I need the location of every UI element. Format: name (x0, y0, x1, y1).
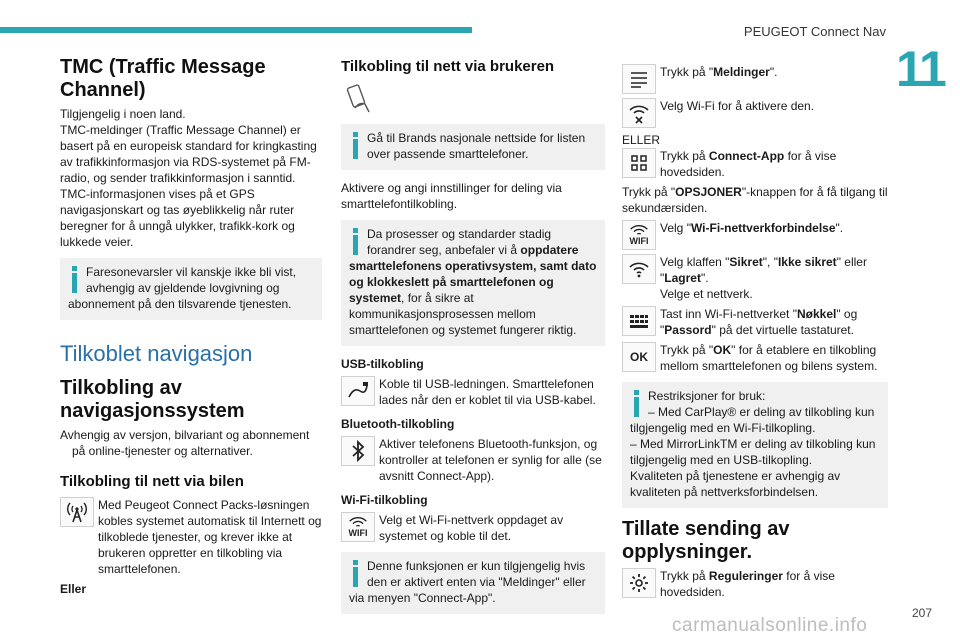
restrictions-quality: Kvaliteten på tjenestene er avhengig av kvaliteten på nettverksforbindelsen. (630, 469, 841, 499)
step-ok-row (622, 342, 888, 374)
restrictions-head: Restriksjoner for bruk: (648, 389, 766, 403)
header-accent-bar (0, 27, 472, 33)
send-info-heading: Tillate sending av opplysninger. (622, 518, 790, 563)
step6-d: Ikke sikret (777, 255, 837, 269)
wifi-signal-icon (622, 254, 656, 284)
bluetooth-heading: Bluetooth-tilkobling (341, 417, 455, 431)
step9-a: Trykk på " (660, 343, 714, 357)
user-note-update-tail: , for å sikre at kommunikasjonsprosessen mellom smarttelefonen og systemet fungerer riktig. (349, 291, 577, 337)
column-middle (341, 56, 605, 624)
wifi-row (341, 512, 605, 544)
car-connect-text: Med Peugeot Connect Packs-løsningen kobles systemet automatisk til Internett og tilkoblede tjenester, og krever ikke at brukeren oppretter en tilkobling via smarttelefonen. (98, 498, 322, 576)
step1-c: ". (769, 65, 778, 79)
user-note-function (341, 552, 605, 614)
step6-f: Lagret (664, 271, 701, 285)
step-tab-row (622, 254, 888, 302)
bluetooth-icon (341, 436, 375, 466)
step8-c: " og " (660, 307, 858, 337)
connect-app-grid-icon (622, 148, 656, 178)
connect-text: Avhengig av versjon, bilvariant og abonnement på online-tjenester og alternativer. (60, 428, 310, 458)
info-icon (68, 264, 82, 294)
tmc-note-text: Faresonevarsler vil kanskje ikke bli vist, avhengig av gjeldende lovgivning og abonnement på den tilsvarende tjenesten. (68, 265, 297, 311)
step9-b: OK (713, 343, 732, 357)
usb-heading: USB-tilkobling (341, 357, 424, 371)
step5-c: ". (835, 221, 844, 235)
user-note-phones-text: Gå til Brands nasjonale nettside for listen over passende smarttelefoner. (367, 131, 586, 161)
tmc-availability: Tilgjengelig i noen land. (60, 107, 186, 121)
step6-a: Velg klaffen " (660, 255, 730, 269)
step5-b: Wi-Fi-nettverkforbindelse (690, 221, 836, 235)
send-c: for å vise hovedsiden. (660, 569, 835, 599)
section-heading: Tilkoblet navigasjon (60, 341, 253, 366)
restrictions-carplay: – Med CarPlay® er deling av tilkobling kun tilgjengelig med en Wi-Fi-tilkopling. (630, 405, 875, 435)
user-note-phones (341, 124, 605, 170)
usb-text: Koble til USB-ledningen. Smarttelefonen lades når den er koblet til via USB-kabel. (379, 377, 596, 407)
step-settings-text (660, 568, 888, 600)
connect-heading: Tilkobling av navigasjonssystem (60, 377, 245, 422)
step6-b: Sikret (729, 255, 763, 269)
step-connect-app-row (622, 148, 888, 180)
bluetooth-row (341, 436, 605, 484)
wifi-icon-label: WIFI (348, 528, 368, 538)
step8-b: Nøkkel (796, 307, 837, 321)
antenna-icon (60, 497, 94, 527)
messages-menu-icon (622, 64, 656, 94)
user-note-update (341, 220, 605, 346)
column-right (622, 60, 888, 604)
page-number: 207 (912, 606, 933, 620)
ok-button-icon: OK (622, 342, 656, 372)
wifi-heading: Wi-Fi-tilkobling (341, 493, 428, 507)
keyboard-icon (622, 306, 656, 336)
restrictions-mirrorlink: – Med MirrorLinkTM er deling av tilkobling kun tilgjengelig med en USB-tilkopling. (630, 437, 876, 467)
step1-a: Trykk på " (660, 65, 714, 79)
step-wifi-activate-text: Velg Wi-Fi for å aktivere den. (660, 99, 815, 113)
step6-g: ". (700, 271, 709, 285)
info-icon (630, 388, 644, 418)
info-icon (349, 226, 363, 256)
car-connect-or: Eller (60, 582, 87, 596)
step-messages-text (660, 64, 777, 80)
step8-e: " på det virtuelle tastaturet. (711, 323, 854, 337)
step4-b: OPSJONER (675, 185, 742, 199)
tmc-heading: TMC (Traffic Message Channel) (60, 56, 266, 101)
usb-cable-icon (341, 376, 375, 406)
restrictions-note (622, 382, 888, 508)
car-connect-row (60, 497, 322, 577)
step-messages-row (622, 64, 888, 94)
usb-row (341, 376, 605, 408)
step3-a: Trykk på (660, 149, 709, 163)
step8-a: Tast inn Wi-Fi-nettverket " (660, 307, 797, 321)
info-icon (349, 558, 363, 588)
send-a: Trykk på (660, 569, 709, 583)
wifi-text: Velg et Wi-Fi-nettverk oppdaget av systemet og koble til det. (379, 513, 564, 543)
step5-a: Velg " (660, 221, 691, 235)
step3-b: Connect-App (708, 149, 785, 163)
send-b: Reguleringer (708, 569, 783, 583)
step-tab-text (660, 254, 888, 302)
gear-icon (622, 568, 656, 598)
eller-text: ELLER (622, 133, 661, 147)
step-keyboard-text (660, 306, 888, 338)
step1-b: Meldinger (713, 65, 770, 79)
step-keyboard-row (622, 306, 888, 338)
step3-c: for å vise hovedsiden. (660, 149, 837, 179)
car-connect-heading: Tilkobling til nett via bilen (60, 473, 244, 490)
step6-c: ", " (762, 255, 778, 269)
user-connect-heading: Tilkobling til nett via brukeren (341, 58, 555, 75)
chapter-number: 11 (896, 41, 945, 97)
smartphone-hand-icon (341, 82, 375, 116)
wifi-icon (341, 512, 375, 542)
wifi-icon (622, 220, 656, 250)
bluetooth-text: Aktiver telefonens Bluetooth-funksjon, og kontroller at telefonen er synlig for alle (se avsnitt Connect-App). (379, 437, 602, 483)
step-connect-app-text (660, 148, 888, 180)
step6-e: " eller " (660, 255, 867, 285)
tmc-description: TMC-meldinger (Traffic Message Channel) er basert på en europeisk standard for kringkasting av trafikkinformasjon via RDS-systemet på FM-radio, og sender trafikkinformasjon i sanntid. TMC-informasjonen vises på et GPS navigasjonskart og tas øyeblikkelig når ruter beregner for å unngå ulykker, trafikk-kork og lukkede veier. (60, 123, 317, 249)
step4-c: "-knappen for å få tilgang til sekundærsiden. (622, 185, 888, 215)
step-settings-row (622, 568, 888, 600)
wifi-off-icon (622, 98, 656, 128)
step-wifi-network-text (660, 220, 843, 236)
step-ok-text (660, 342, 888, 374)
step4-a: Trykk på " (622, 185, 676, 199)
step-options-text (622, 184, 888, 216)
watermark: carmanualsonline.info (672, 615, 868, 636)
step8-d: Passord (664, 323, 712, 337)
user-activate-text: Aktivere og angi innstillinger for deling via smarttelefontilkobling. (341, 181, 562, 211)
wifi-icon-label: WIFI (629, 236, 649, 246)
column-left (60, 56, 322, 597)
user-note-update-text: Da prosesser og standarder stadig forandrer seg, anbefaler vi å (367, 227, 552, 257)
step7: Velge et nettverk. (660, 287, 753, 301)
step-wifi-activate-row (622, 98, 888, 128)
info-icon (349, 130, 363, 160)
tmc-note (60, 258, 322, 320)
step9-c: " for å etablere en tilkobling mellom smarttelefonen og bilens system. (660, 343, 878, 373)
user-note-update-bold: oppdatere smarttelefonens operativsystem, samt dato og klokkeslett på smarttelefonen og systemet (349, 243, 597, 305)
user-note-function-text: Denne funksjonen er kun tilgjengelig hvis den er aktivert enten via "Meldinger" eller via menyen "Connect-App". (349, 559, 586, 605)
step-wifi-network-row (622, 220, 888, 250)
header-title: PEUGEOT Connect Nav (743, 24, 886, 39)
